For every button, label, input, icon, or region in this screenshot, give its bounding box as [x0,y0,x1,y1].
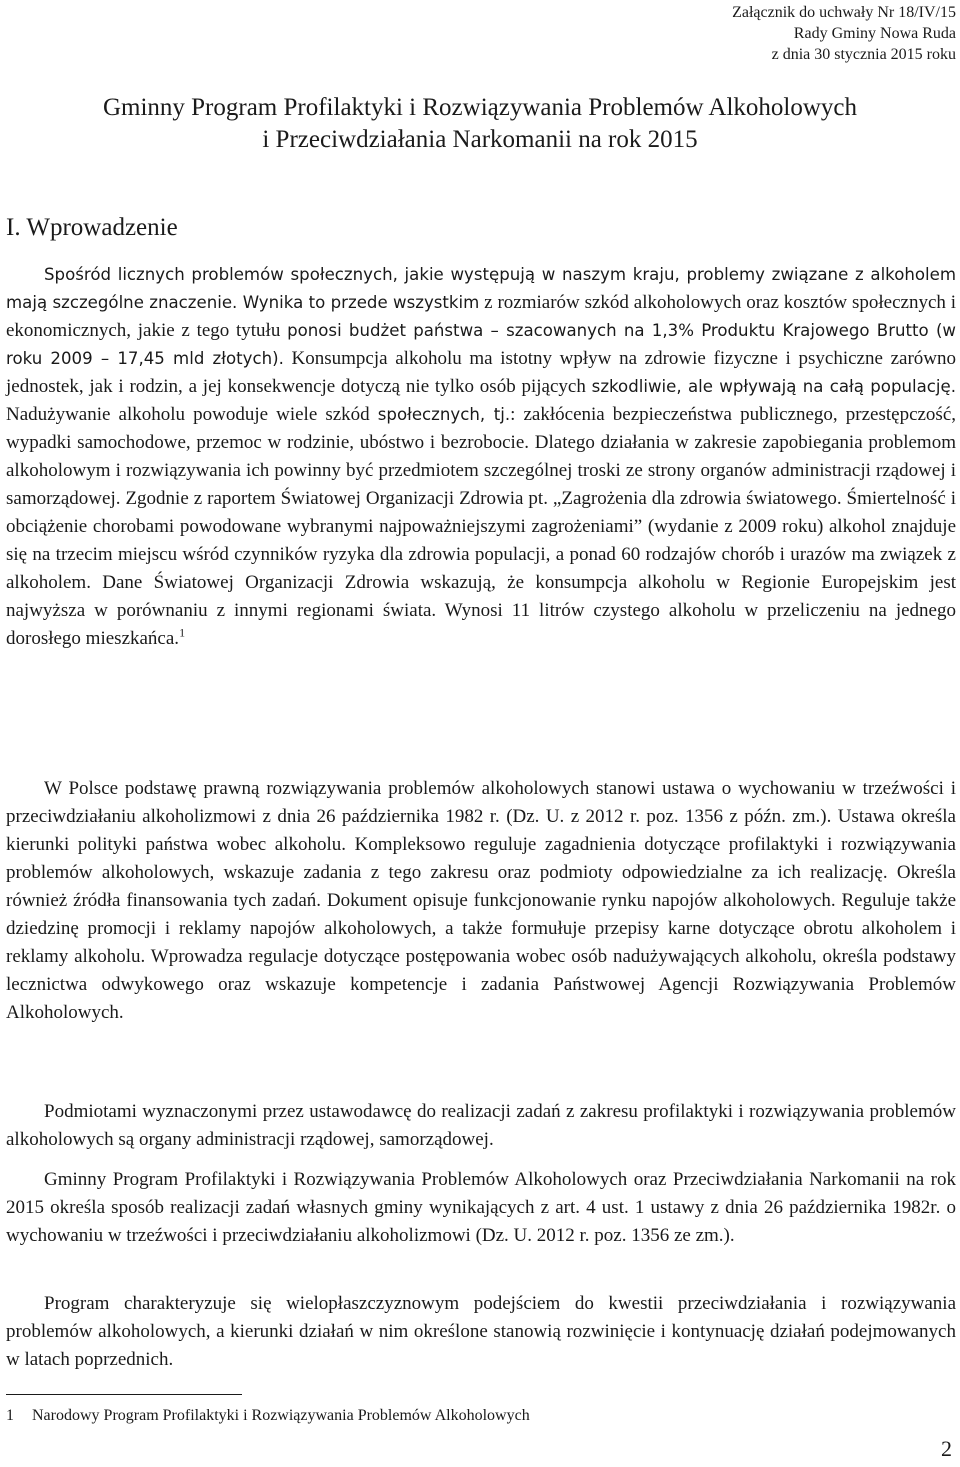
paragraph-program-scope: Gminny Program Profilaktyki i Rozwiązywania Problemów Alkoholowych oraz Przeciwdziałania Narkomanii na rok 2015 określa sposób realizacji zadań własnych gminy wynikających z art. 4 ust. 1 ustawy z dnia 26 października 1982r. o wychowaniu w trzeźwości i przeciwdziałaniu alkoholizmowi (Dz. U. 2012 r. poz. 1356 ze zm.). [6,1169,956,1246]
footnote-divider [6,1394,242,1395]
attachment-line-2: Rady Gminy Nowa Ruda [793,25,956,42]
footnote-text: Narodowy Program Profilaktyki i Rozwiązywania Problemów Alkoholowych [32,1407,530,1424]
paragraph-1-part-d: Konsumpcja alkoholu ma istotny wpływ na zdrowie fizyczne i psychiczne zarówno jednostek, jak i rodzin, a jej konsekwencje dotyczą nie tylko osób pijących [6,348,956,397]
paragraph-1-part-g: społecznych, tj. [377,405,511,424]
attachment-note [732,2,956,65]
document-title [40,92,920,156]
footnote-reference: 1 [179,625,186,640]
paragraph-1-part-h: : zakłócenia bezpieczeństwa publicznego, przestępczość, wypadki samochodowe, przemoc w rodzinie, ubóstwo i bezrobocie. Dlatego działania w zakresie zapobiegania problemom alkoholowym i rozwiązywania ich powinny być przedmiotem szczególnej troski ze strony organów administracji rządowej i samorządowej. Zgodnie z raportem Światowej Organizacji Zdrowia pt. „Zagrożenia dla zdrowia światowego. Śmiertelność i obciążenie chorobami powodowane wybranymi najpoważniejszymi zagrożeniami” (wydanie z 2009 roku) alkohol znajduje się na trzecim miejscu wśród czynników ryzyka dla zdrowia populacji, a ponad 60 rodzajów chorób i urazów ma związek z alkoholem. Dane Światowej Organizacji Zdrowia wskazują, że konsumpcja alkoholu w Regionie Europejskim jest najwyższa w porównaniu z innymi regionami świata. Wynosi 11 litrów czystego alkoholu w przeliczeniu na jednego dorosłego mieszkańca. [6,404,957,649]
section-heading: I. Wprowadzenie [6,214,178,241]
paragraph-1-part-e: szkodliwie, ale wpływają na całą populację. [591,377,957,396]
paragraph-1-part-b: z rozmiarów szkód alkoholowych oraz kosztów społecznych i ekonomicznych, jakie z tego tytułu [6,292,956,341]
paragraph-1-part-a: Spośród licznych problemów społecznych, jakie występują w naszym kraju, problemy związane z alkoholem mają szczególne znaczenie. Wynika to przede wszystkim [6,265,956,312]
title-line-1: Gminny Program Profilaktyki i Rozwiązywania Problemów Alkoholowych [102,94,858,121]
paragraph-legal-basis: W Polsce podstawę prawną rozwiązywania problemów alkoholowych stanowi ustawa o wychowaniu w trzeźwości i przeciwdziałaniu alkoholizmowi z dnia 26 października 1982 r. (Dz. U. z 2012 r. poz. 1356 z późn. zm.). Ustawa określa kierunki polityki państwa wobec alkoholu. Kompleksowo reguluje zagadnienia dotyczące profilaktyki i rozwiązywania problemów alkoholowych, wskazuje zadania z tego zakresu oraz podmioty odpowiedzialne za ich realizację. Określa również źródła finansowania tych zadań. Dokument opisuje funkcjonowanie rynku napojów alkoholowych. Reguluje także dziedzinę promocji i reklamy napojów alkoholowych, a także formułuje przepisy karne dotyczące obrotu alkoholem i reklamy alkoholu. Wprowadza regulacje dotyczące postępowania wobec osób nadużywających alkoholu, określa podstawy lecznictwa odwykowego oraz wskazuje kompetencje i zadania Państwowej Agencji Rozwiązywania Problemów Alkoholowych. [6,778,956,1023]
paragraph-introduction [6,261,956,653]
paragraph-1-part-f: Nadużywanie alkoholu powoduje wiele szkód [6,404,370,425]
attachment-line-3: z dnia 30 stycznia 2015 roku [771,46,956,63]
paragraph-1-part-c: ponosi budżet państwa – szacowanych na 1,3% Produktu Krajowego Brutto (w roku 2009 – 17,45 mld złotych). [6,321,956,368]
attachment-line-1: Załącznik do uchwały Nr 18/IV/15 [732,4,956,21]
footnote-number: 1 [6,1407,14,1424]
title-line-2: i Przeciwdziałania Narkomanii na rok 2015 [262,126,698,153]
paragraph-program-approach: Program charakteryzuje się wielopłaszczyznowym podejściem do kwestii przeciwdziałania i rozwiązywania problemów alkoholowych, a kierunki działań w nim określone stanowią rozwinięcie i kontynuację działań podejmowanych w latach poprzednich. [6,1293,956,1370]
paragraph-entities: Podmiotami wyznaczonymi przez ustawodawcę do realizacji zadań z zakresu profilaktyki i rozwiązywania problemów alkoholowych są organy administracji rządowej, samorządowej. [6,1101,956,1150]
footnote [6,1405,530,1427]
page-number: 2 [941,1436,952,1461]
